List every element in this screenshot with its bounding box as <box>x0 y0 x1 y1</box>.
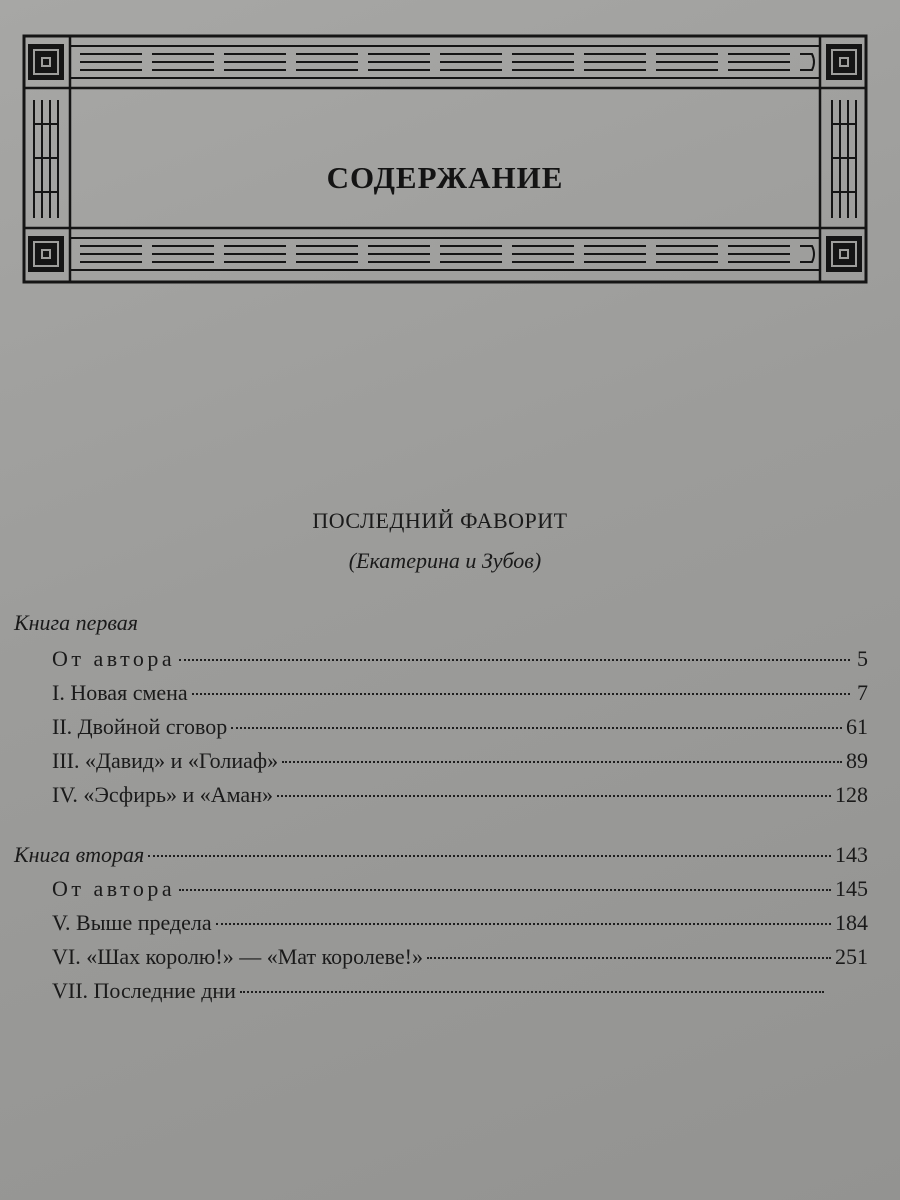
toc-entry[interactable] <box>52 876 868 910</box>
toc-entry-label: VII. Последние дни <box>52 978 236 1003</box>
toc-entry[interactable] <box>52 646 868 680</box>
dot-leader <box>240 991 824 993</box>
corner-ornament-icon <box>826 236 862 272</box>
page-title: СОДЕРЖАНИЕ <box>326 160 564 195</box>
toc-entry-page: 145 <box>835 876 868 901</box>
toc-entry-page: 184 <box>835 910 868 935</box>
book-two-heading-row[interactable] <box>14 842 868 868</box>
corner-ornament-icon <box>28 236 64 272</box>
toc-entry-label: IV. «Эсфирь» и «Аман» <box>52 782 273 807</box>
dot-leader <box>148 855 831 857</box>
dot-leader <box>427 957 831 959</box>
toc-entry-page: 128 <box>835 782 868 807</box>
book-one-contents <box>52 646 868 816</box>
toc-entry[interactable] <box>52 748 868 782</box>
dot-leader <box>277 795 831 797</box>
corner-ornament-icon <box>28 44 64 80</box>
toc-entry[interactable] <box>52 944 868 978</box>
corner-ornament-icon <box>826 44 862 80</box>
dot-leader <box>179 659 850 661</box>
book-two-heading-page: 143 <box>835 842 868 867</box>
work-subtitle: (Екатерина и Зубов) <box>348 548 542 573</box>
toc-entry-label: От автора <box>52 876 176 901</box>
toc-entry-label: I. Новая смена <box>52 680 188 705</box>
work-title: ПОСЛЕДНИЙ ФАВОРИТ <box>312 508 568 533</box>
toc-entry-page: 7 <box>857 680 868 705</box>
toc-entry-page: 89 <box>846 748 868 773</box>
ornament-border <box>22 34 868 284</box>
dot-leader <box>192 693 850 695</box>
dot-leader <box>216 923 831 925</box>
book-two-heading: Книга вторая <box>14 842 145 867</box>
toc-entry-page: 251 <box>835 944 868 969</box>
book-two-contents <box>52 876 868 1012</box>
toc-entry-label: II. Двойной сговор <box>52 714 228 739</box>
toc-entry[interactable] <box>52 910 868 944</box>
dot-leader <box>179 889 831 891</box>
dot-leader <box>282 761 842 763</box>
toc-entry-label: VI. «Шах королю!» — «Мат королеве!» <box>52 944 423 969</box>
toc-entry-label: От автора <box>52 646 176 671</box>
ornamental-frame <box>22 34 868 284</box>
toc-entry-label: V. Выше предела <box>52 910 212 935</box>
toc-entry-page: 61 <box>846 714 868 739</box>
toc-entry[interactable] <box>52 680 868 714</box>
toc-entry[interactable] <box>52 978 868 1012</box>
book-one-heading: Книга первая <box>14 610 138 635</box>
dot-leader <box>231 727 842 729</box>
toc-entry[interactable] <box>52 782 868 816</box>
toc-entry-page: 5 <box>857 646 868 671</box>
toc-entry-label: III. «Давид» и «Голиаф» <box>52 748 279 773</box>
toc-entry[interactable] <box>52 714 868 748</box>
